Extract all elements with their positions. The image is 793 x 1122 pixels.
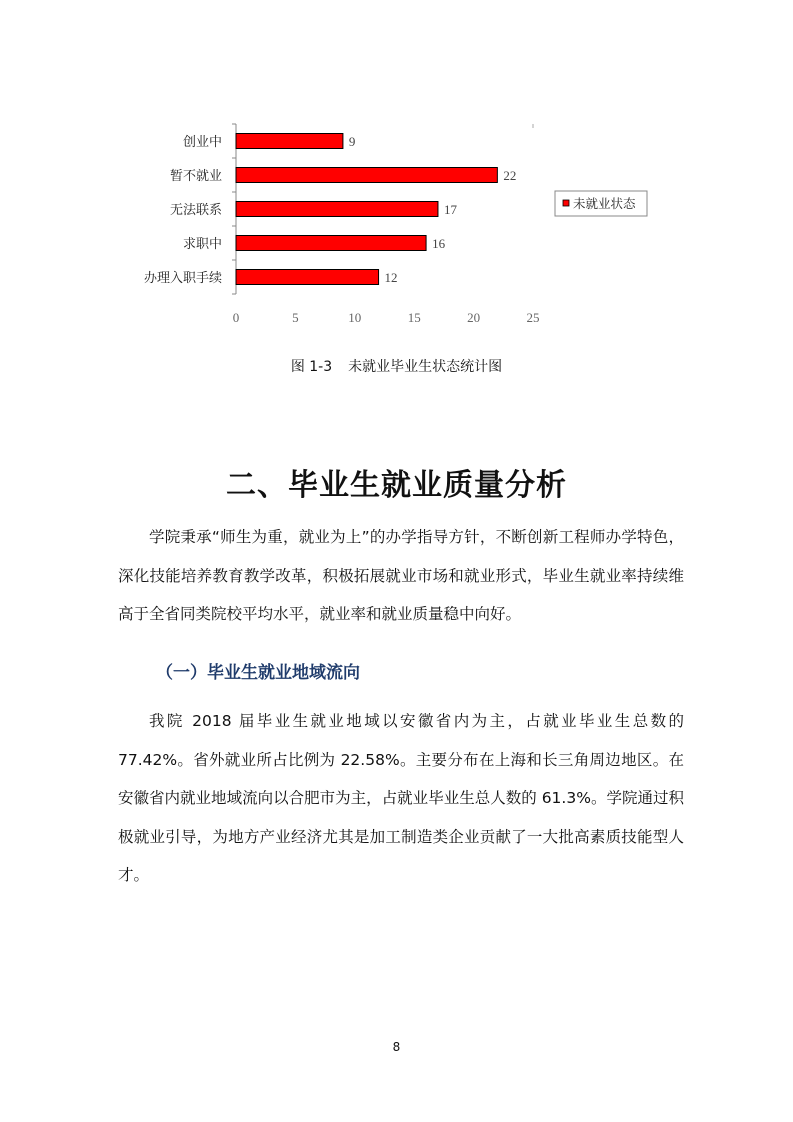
x-tick-label: 0 <box>232 310 240 325</box>
legend-swatch <box>563 200 569 206</box>
subsection-title: （一）毕业生就业地域流向 <box>156 663 360 683</box>
paragraph-1 <box>118 518 684 634</box>
paragraph-2 <box>118 702 684 895</box>
category-label: 创业中 <box>182 135 222 150</box>
figure-number: 图 1-3 <box>290 359 333 375</box>
legend-label: 未就业状态 <box>573 196 636 211</box>
data-label: 12 <box>384 270 398 285</box>
bar <box>236 168 497 183</box>
bar <box>236 236 426 251</box>
paragraph-1-text: 学院秉承“师生为重，就业为上”的办学指导方针，不断创新工程师办学特色，深化技能培养教育教学改革，积极拓展就业市场和就业形式，毕业生就业率持续维高于全省同类院校平均水平，就业率和就业质量稳中向好。 <box>118 528 684 623</box>
bar <box>236 134 343 149</box>
data-label: 16 <box>432 236 446 251</box>
bar <box>236 270 379 285</box>
bar <box>236 202 438 217</box>
data-label: 17 <box>443 202 457 217</box>
x-tick-label: 25 <box>526 310 540 325</box>
figure-caption-text: 未就业毕业生状态统计图 <box>348 359 503 375</box>
figure-caption <box>0 356 793 376</box>
paragraph-2-text: 我院 2018 届毕业生就业地域以安徽省内为主，占就业毕业生总数的 77.42%。省外就业所占比例为 22.58%。主要分布在上海和长三角周边地区。在安徽省内就业地域流向以合肥市为主，占就业毕业生总人数的 61.3%。学院通过积极就业引导，为地方产业经济尤其是加工制造类企业贡献了一大批高素质技能型人才。 <box>118 712 684 884</box>
page-number: 8 <box>392 1040 401 1054</box>
category-label: 暂不就业 <box>169 169 222 184</box>
category-label: 无法联系 <box>169 203 222 218</box>
x-tick-label: 10 <box>348 310 362 325</box>
data-label: 9 <box>348 134 356 149</box>
section-title: 二、毕业生就业质量分析 <box>226 468 567 503</box>
x-tick-label: 5 <box>292 310 299 325</box>
x-tick-label: 15 <box>407 310 421 325</box>
category-label: 求职中 <box>182 237 222 252</box>
x-tick-label: 20 <box>467 310 481 325</box>
data-label: 22 <box>503 168 517 183</box>
bar-chart <box>0 0 793 340</box>
category-label: 办理入职手续 <box>143 271 222 286</box>
